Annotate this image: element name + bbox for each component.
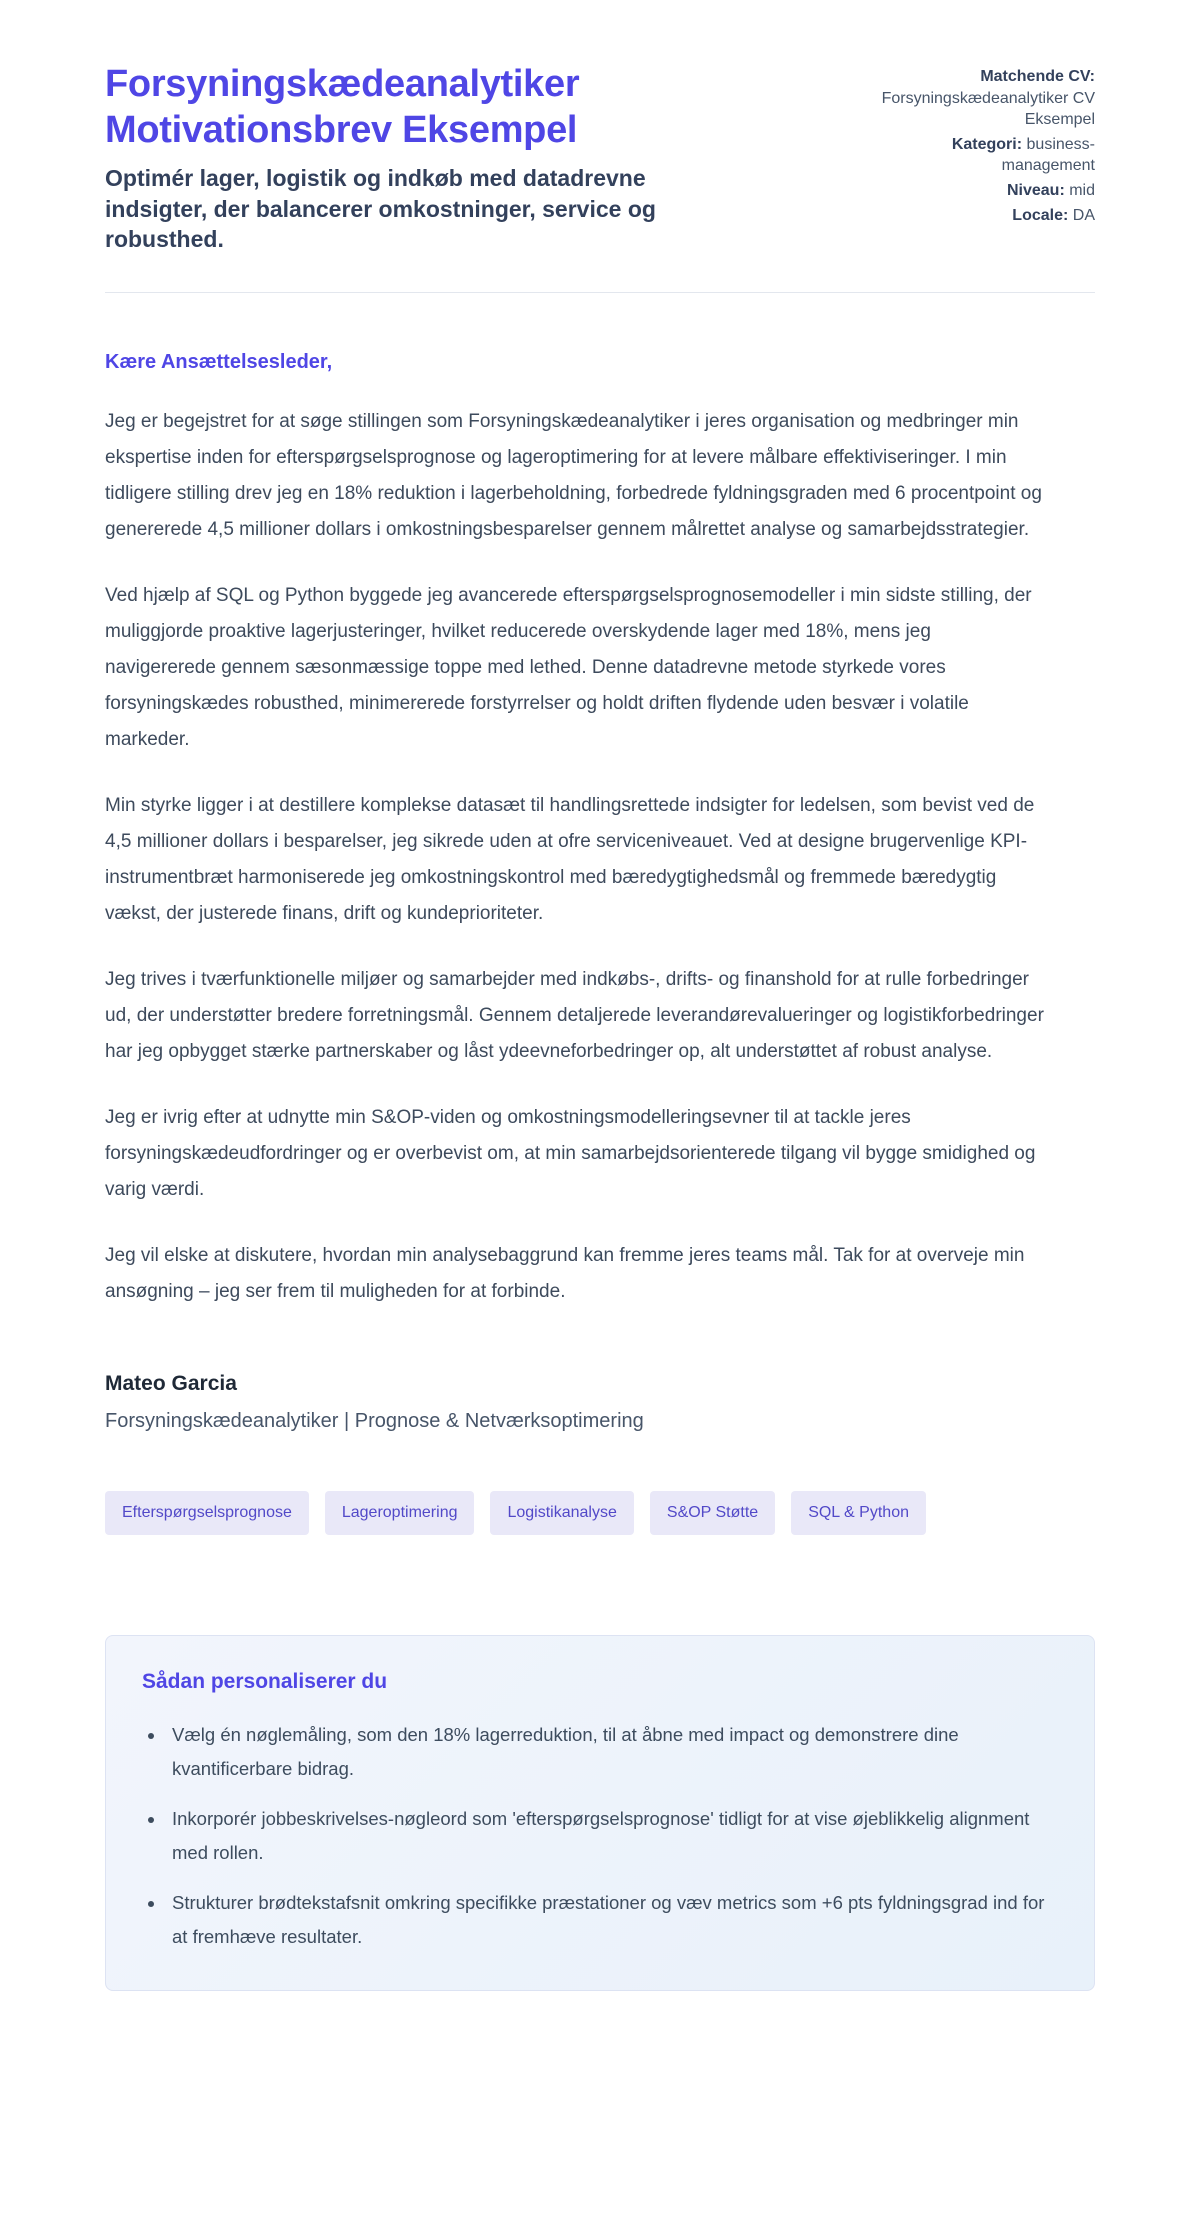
personalization-tips-box (105, 1635, 1095, 1991)
meta-level-label: Niveau: (1006, 181, 1065, 199)
meta-level (860, 180, 1095, 202)
meta-locale-label: Locale: (1012, 206, 1069, 224)
meta-panel (860, 62, 1095, 229)
signature-role: Forsyningskædeanalytiker | Prognose & Netværksoptimering (105, 1410, 644, 1433)
meta-category-label: Kategori: (951, 135, 1023, 153)
letter-paragraph: Jeg vil elske at diskutere, hvordan min analysebaggrund kan fremme jeres teams mål. Tak for at overveje min ansøgning – jeg ser frem til muligheden for at forbinde. (105, 1245, 1025, 1303)
letter-paragraph: Jeg er begejstret for at søge stillingen som Forsyningskædeanalytiker i jeres organisation og medbringer min ekspertise inden for efterspørgselsprognose og lageroptimering for at levere målbare effektiviseringer. I min tidligere stilling drev jeg en 18% reduktion i lagerbeholdning, forbedrede fyldningsgraden med 6 procentpoint og genererede 4,5 millioner dollars i omkostningsbesparelser gennem målrettet analyse og samarbejdsstrategier. (105, 411, 1042, 541)
letter-paragraph: Ved hjælp af SQL og Python byggede jeg avancerede efterspørgselsprognosemodeller i min sidste stilling, der muliggjorde proaktive lagerjusteringer, hvilket reducerede overskydende lager med 18%, mens jeg navigererede gennem sæsonmæssige toppe med lethed. Denne datadrevne metode styrkede vores forsyningskædes robusthed, minimererede forstyrrelser og holdt driften flydende uden besvær i volatile markeder. (105, 585, 1032, 751)
header-title-block (105, 62, 705, 254)
letter-greeting: Kære Ansættelsesleder, (105, 351, 333, 374)
skill-tag: Lageroptimering (325, 1491, 475, 1535)
signature-name: Mateo Garcia (105, 1372, 237, 1396)
cover-letter-page (105, 0, 1095, 2057)
letter-paragraph: Jeg trives i tværfunktionelle miljøer og samarbejder med indkøbs-, drifts- og finanshold for at rulle forbedringer ud, der understøtter bredere forretningsmål. Gennem detaljerede leverandørevalueringer og logistikforbedringer har jeg opbygget stærke partnerskaber og låst ydeevneforbedringer op, alt understøttet af robust analyse. (105, 969, 1044, 1063)
tip-item: • Inkorporér jobbeskrivelses-nøgleord som 'efterspørgselsprognose' tidligt for at vise øjeblikkelig alignment med rollen. (166, 1802, 1058, 1870)
signature-block (105, 1372, 1095, 1433)
meta-category (860, 134, 1095, 177)
skill-tag: S&OP Støtte (650, 1491, 775, 1535)
skill-tag: Logistikanalyse (490, 1491, 633, 1535)
letter-body (105, 351, 1095, 1433)
tip-item: • Strukturer brødtekstafsnit omkring specifikke præstationer og væv metrics som +6 pts fyldningsgrad ind for at fremhæve resultater. (166, 1886, 1058, 1954)
meta-locale-value: DA (1072, 206, 1095, 224)
meta-category-value: business-management (1001, 135, 1095, 175)
tip-item: • Vælg én nøglemåling, som den 18% lagerreduktion, til at åbne med impact og demonstrere dine kvantificerbare bidrag. (166, 1718, 1058, 1786)
meta-matching-cv-value: Forsyningskædeanalytiker CV Eksempel (881, 89, 1095, 129)
tips-list (142, 1718, 1058, 1954)
meta-level-value: mid (1069, 181, 1095, 199)
skill-tag: Efterspørgselsprognose (105, 1491, 309, 1535)
tips-title: Sådan personaliserer du (142, 1670, 388, 1694)
page-title: Forsyningskædeanalytiker Motivationsbrev Eksempel (105, 63, 580, 151)
header-divider (105, 292, 1095, 293)
meta-matching-cv-label: Matchende CV: (980, 68, 1095, 85)
page-header (105, 62, 1095, 254)
meta-matching-cv (860, 66, 1095, 131)
skill-tag: SQL & Python (791, 1491, 926, 1535)
letter-paragraph: Jeg er ivrig efter at udnytte min S&OP-viden og omkostningsmodelleringsevner til at tackle jeres forsyningskædeudfordringer og er overbevist om, at min samarbejdsorienterede tilgang vil bygge smidighed og varig værdi. (105, 1107, 1036, 1201)
letter-paragraph: Min styrke ligger i at destillere komplekse datasæt til handlingsrettede indsigter for ledelsen, som bevist ved de 4,5 millioner dollars i besparelser, jeg sikrede uden at ofre serviceniveauet. Ved at designe brugervenlige KPI-instrumentbræt harmoniserede jeg omkostningskontrol med bæredygtighedsmål og fremmede bæredygtig vækst, der justerede finans, drift og kundeprioriteter. (105, 795, 1035, 925)
meta-locale (860, 205, 1095, 227)
page-subtitle: Optimér lager, logistik og indkøb med datadrevne indsigter, der balancerer omkostninger, service og robusthed. (105, 165, 656, 252)
skill-tags (105, 1491, 1095, 1535)
